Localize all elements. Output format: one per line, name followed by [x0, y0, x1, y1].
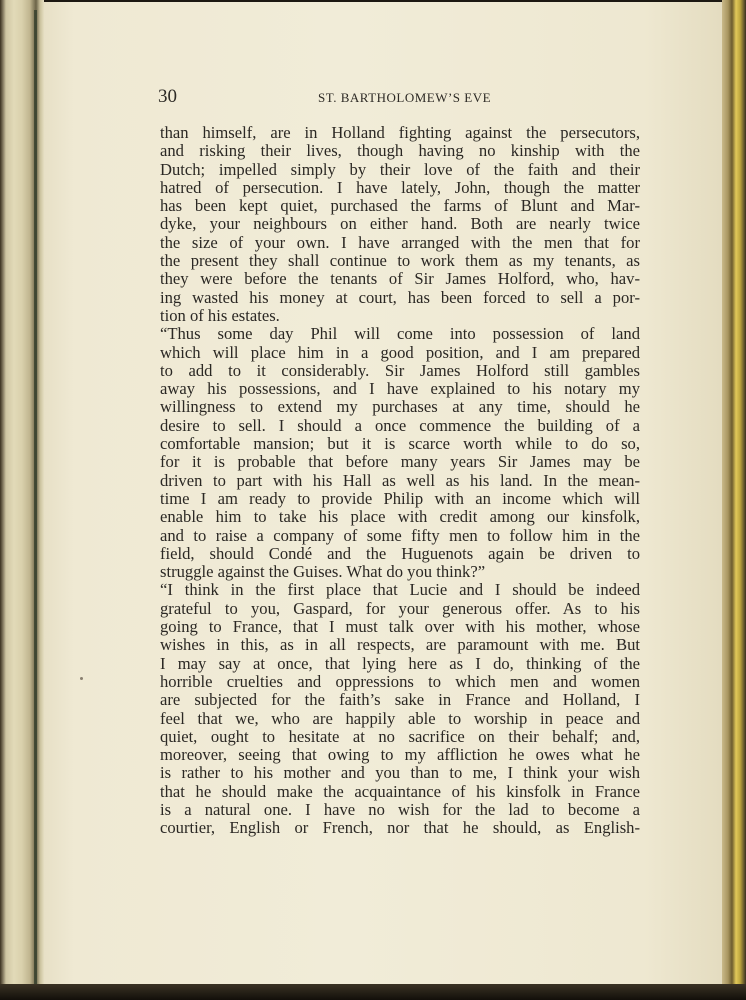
- text-line: has been kept quiet, purchased the farms of Blunt and Mar-: [160, 196, 640, 216]
- text-line: going to France, that I must talk over with his mother, whose: [160, 617, 640, 637]
- body-text: [160, 124, 640, 838]
- text-line: is rather to his mother and you than to me, I think your wish: [160, 763, 640, 783]
- text-line: which will place him in a good position, and I am prepared: [160, 342, 640, 362]
- page-number: 30: [158, 86, 177, 107]
- text-line: “Thus some day Phil will come into possession of land: [160, 324, 640, 344]
- text-line: driven to part with his Hall as well as his land. In the mean-: [160, 470, 640, 490]
- book-spine: [0, 0, 44, 1000]
- running-head: ST. BARTHOLOMEW’S EVE: [318, 90, 492, 105]
- page-edge: [722, 0, 746, 1000]
- paper-speck: [80, 677, 83, 680]
- text-line: struggle against the Guises. What do you think?”: [160, 562, 486, 582]
- text-line: moreover, seeing that owing to my affliction he owes what he: [160, 745, 640, 765]
- page-header: [158, 86, 640, 110]
- text-line: that he should make the acquaintance of his kinsfolk in France: [160, 781, 640, 801]
- text-line: to add to it considerably. Sir James Holford still gambles: [160, 360, 640, 380]
- text-line: feel that we, who are happily able to worship in peace and: [160, 708, 640, 728]
- text-line: I may say at once, that lying here as I do, thinking of the: [160, 653, 640, 673]
- text-line: Dutch; impelled simply by their love of the faith and their: [160, 159, 640, 179]
- text-line: are subjected for the faith’s sake in France and Holland, I: [160, 690, 640, 710]
- text-line: field, should Condé and the Huguenots again be driven to: [160, 543, 640, 563]
- text-line: wishes in this, as in all respects, are paramount with me. But: [160, 635, 640, 655]
- text-line: tion of his estates.: [160, 305, 280, 325]
- text-line: desire to sell. I should a once commence the building of a: [160, 415, 640, 435]
- text-line: time I am ready to provide Philip with an income which will: [160, 488, 640, 508]
- text-line: hatred of persecution. I have lately, John, though the matter: [160, 177, 640, 197]
- text-line: grateful to you, Gaspard, for your generous offer. As to his: [160, 598, 640, 618]
- text-line: for it is probable that before many years Sir James may be: [160, 452, 640, 472]
- text-line: courtier, English or French, nor that he should, as English-: [160, 818, 640, 838]
- text-line: “I think in the first place that Lucie and I should be indeed: [160, 580, 640, 600]
- text-line: the size of your own. I have arranged with the men that for: [160, 232, 640, 252]
- text-line: quiet, ought to hesitate at no sacrifice on their behalf; and,: [160, 726, 640, 746]
- text-line: willingness to extend my purchases at any time, should he: [160, 397, 640, 417]
- text-line: they were before the tenants of Sir James Holford, who, hav-: [160, 269, 640, 289]
- text-line: is a natural one. I have no wish for the lad to become a: [160, 799, 640, 819]
- text-line: enable him to take his place with credit among our kinsfolk,: [160, 507, 640, 527]
- text-line: ing wasted his money at court, has been forced to sell a por-: [160, 287, 640, 307]
- text-line: and to raise a company of some fifty men to follow him in the: [160, 525, 640, 545]
- spine-shadow-line: [34, 10, 37, 988]
- text-line: horrible cruelties and oppressions to which men and women: [160, 671, 640, 691]
- text-line: comfortable mansion; but it is scarce worth while to do so,: [160, 434, 640, 454]
- text-line: and risking their lives, though having no kinship with the: [160, 141, 640, 161]
- text-line: than himself, are in Holland fighting against the persecutors,: [160, 123, 640, 142]
- text-line: the present they shall continue to work them as my tenants, as: [160, 251, 640, 271]
- text-line: away his possessions, and I have explained to his notary my: [160, 379, 640, 399]
- bottom-edge: [0, 984, 746, 1000]
- text-line: dyke, your neighbours on either hand. Both are nearly twice: [160, 214, 640, 234]
